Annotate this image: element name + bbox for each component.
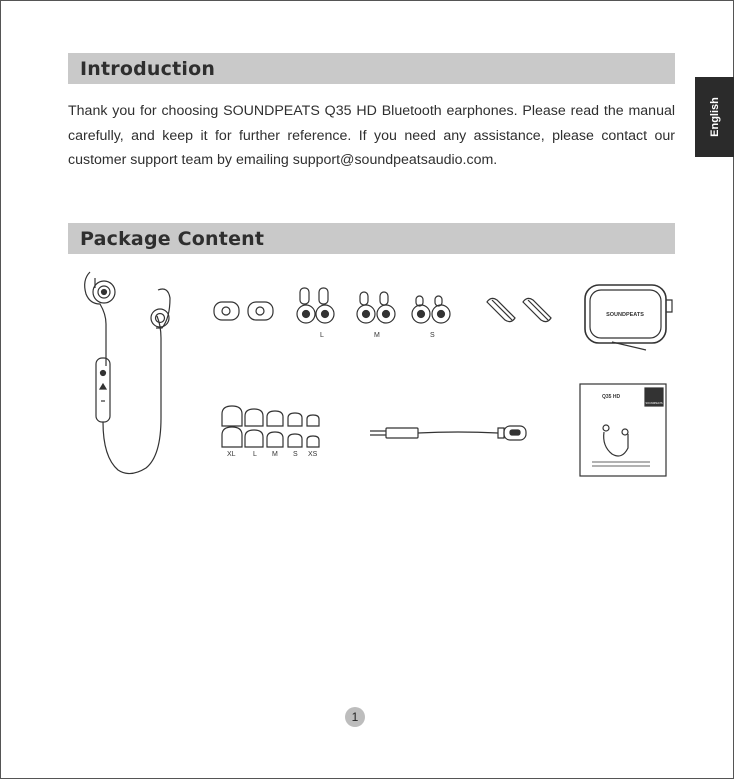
cable-clips-illustration: [487, 298, 551, 321]
ear-hook-size-s: S: [430, 332, 435, 339]
ear-tip-size-s: S: [293, 451, 298, 458]
ear-hook-size-l: L: [320, 332, 324, 339]
ear-tips-illustration: [222, 406, 319, 447]
page-number: 1: [345, 707, 365, 727]
ear-hooks-medium: [357, 292, 395, 323]
ear-tip-size-l: L: [253, 451, 257, 458]
manual-title-text: Q35 HD: [602, 394, 621, 400]
language-tab-label: English: [708, 97, 721, 137]
earphones-illustration: [85, 272, 170, 474]
ear-hook-size-m: M: [374, 332, 380, 339]
ear-hooks-small: [412, 296, 450, 323]
manual-brand-text: SOUNDPEATS: [645, 402, 663, 405]
ear-tip-size-xs: XS: [308, 451, 318, 458]
usb-cable-illustration: [370, 426, 526, 440]
ear-tip-size-xl: XL: [227, 451, 236, 458]
ear-wings-illustration: [214, 302, 273, 320]
user-manual-illustration: [580, 384, 666, 476]
introduction-text: Thank you for choosing SOUNDPEATS Q35 HD Bluetooth earphones. Please read the manual carefully, and keep it for further reference. If you need any assistance, please contact our customer support team by emailing support@soundpeatsaudio.com.: [68, 103, 675, 168]
case-brand-text: SOUNDPEATS: [606, 312, 644, 318]
ear-tip-size-m: M: [272, 451, 278, 458]
ear-hooks-large: [297, 288, 334, 323]
introduction-heading: Introduction: [80, 58, 216, 80]
package-content-heading: Package Content: [80, 228, 265, 250]
